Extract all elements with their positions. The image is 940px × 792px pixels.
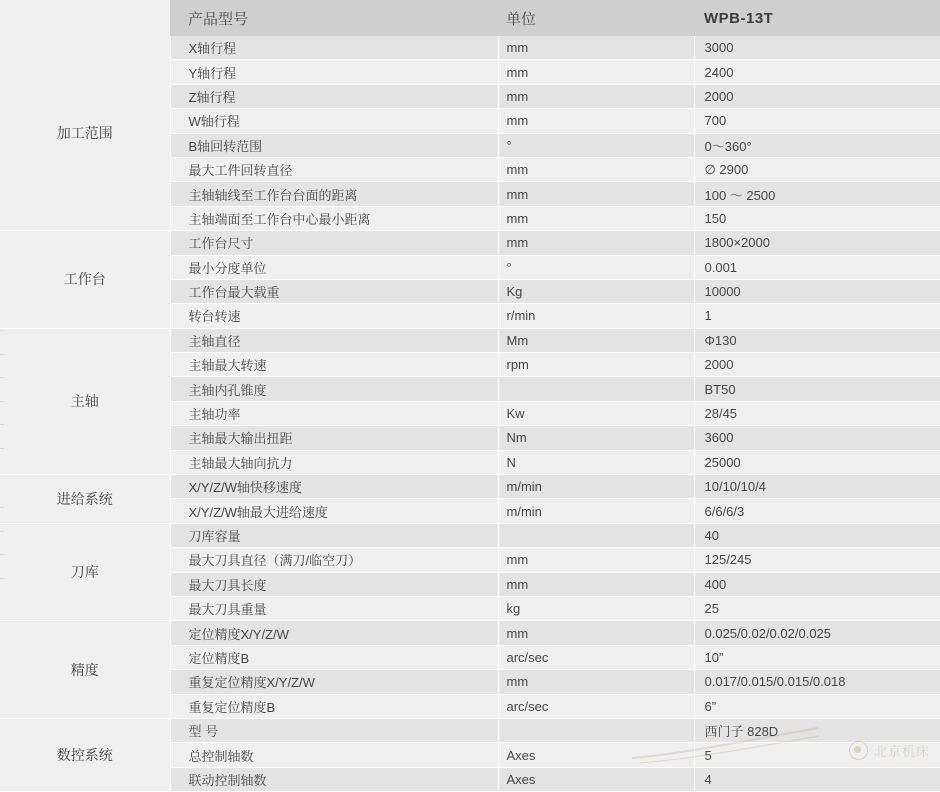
spec-item-label: W轴行程 [170,109,498,133]
spec-value: Φ130 [694,328,940,352]
header-model: 产品型号 [170,0,498,36]
spec-item-label: 最大刀具重量 [170,596,498,620]
spec-item-label: 主轴最大输出扭距 [170,426,498,450]
spec-unit: N [498,450,694,474]
spec-unit: m/min [498,499,694,523]
spec-value: 400 [694,572,940,596]
spec-value: 4 [694,767,940,791]
table-header-row [0,0,940,36]
spec-unit: mm [498,182,694,206]
watermark-text: 北京机床 [873,744,930,759]
spec-unit: mm [498,60,694,84]
spec-item-label: 型 号 [170,718,498,742]
spec-item-label: 最大刀具长度 [170,572,498,596]
table-row [0,621,940,645]
spec-value: 25000 [694,450,940,474]
spec-value: 28/45 [694,401,940,425]
spec-unit: ° [498,133,694,157]
spec-item-label: 主轴最大轴向抗力 [170,450,498,474]
spec-value: 10” [694,645,940,669]
spec-value: 25 [694,596,940,620]
spec-item-label: 刀库容量 [170,523,498,547]
spec-unit: rpm [498,353,694,377]
spec-unit: mm [498,157,694,181]
group-label: 数控系统 [0,718,170,791]
spec-item-label: 重复定位精度B [170,694,498,718]
spec-value: 700 [694,109,940,133]
spec-unit: mm [498,84,694,108]
spec-unit: arc/sec [498,694,694,718]
spec-value: 3000 [694,36,940,60]
spec-item-label: 总控制轴数 [170,743,498,767]
spec-value: 150 [694,206,940,230]
spec-unit: mm [498,670,694,694]
spec-unit: m/min [498,475,694,499]
spec-unit: kg [498,596,694,620]
spec-value: 40 [694,523,940,547]
spec-value: 0.001 [694,255,940,279]
table-row [0,36,940,60]
spec-value: 6” [694,694,940,718]
spec-item-label: 重复定位精度X/Y/Z/W [170,670,498,694]
spec-unit: Kg [498,279,694,303]
spec-unit [498,377,694,401]
table-row [0,328,940,352]
table-row [0,231,940,255]
spec-item-label: 主轴轴线至工作台台面的距离 [170,182,498,206]
spec-value: 西门子 828D [694,718,940,742]
spec-item-label: Y轴行程 [170,60,498,84]
group-label: 进给系统 [0,475,170,524]
group-label: 主轴 [0,328,170,474]
spec-value: 0.025/0.02/0.02/0.025 [694,621,940,645]
spec-unit: arc/sec [498,645,694,669]
spec-unit: Nm [498,426,694,450]
spec-unit: mm [498,572,694,596]
spec-item-label: 主轴直径 [170,328,498,352]
spec-value: 1 [694,304,940,328]
spec-value: 1800×2000 [694,231,940,255]
spec-item-label: 工作台尺寸 [170,231,498,255]
spec-value: BT50 [694,377,940,401]
spec-value: 0.017/0.015/0.015/0.018 [694,670,940,694]
spec-value: 100 ～ 2500 [694,182,940,206]
spec-item-label: B轴回转范围 [170,133,498,157]
spec-item-label: 主轴功率 [170,401,498,425]
spec-item-label: 主轴内孔锥度 [170,377,498,401]
spec-item-label: 转台转速 [170,304,498,328]
spec-value: 10000 [694,279,940,303]
spec-item-label: 定位精度B [170,645,498,669]
spec-value: 6/6/6/3 [694,499,940,523]
spec-unit: mm [498,36,694,60]
group-label: 刀库 [0,523,170,621]
spec-unit: mm [498,109,694,133]
spec-value: 2400 [694,60,940,84]
spec-unit: Mm [498,328,694,352]
spec-item-label: X轴行程 [170,36,498,60]
spec-item-label: 主轴最大转速 [170,353,498,377]
header-group-blank [0,0,170,36]
spec-unit: ° [498,255,694,279]
spec-item-label: 定位精度X/Y/Z/W [170,621,498,645]
spec-item-label: 联动控制轴数 [170,767,498,791]
spec-item-label: 最大刀具直径（满刀/临空刀） [170,548,498,572]
spec-item-label: X/Y/Z/W轴快移速度 [170,475,498,499]
spec-unit: mm [498,206,694,230]
spec-value: 2000 [694,84,940,108]
spec-value: 10/10/10/4 [694,475,940,499]
spec-item-label: X/Y/Z/W轴最大进给速度 [170,499,498,523]
spec-value: ∅ 2900 [694,157,940,181]
spec-item-label: 主轴端面至工作台中心最小距离 [170,206,498,230]
table-row [0,523,940,547]
spec-unit: mm [498,548,694,572]
spec-unit [498,718,694,742]
spec-unit: mm [498,621,694,645]
spec-item-label: Z轴行程 [170,84,498,108]
spec-value: 125/245 [694,548,940,572]
spec-unit: mm [498,231,694,255]
table-row [0,718,940,742]
spec-item-label: 工作台最大载重 [170,279,498,303]
group-label: 精度 [0,621,170,719]
spec-unit [498,523,694,547]
spec-value: 3600 [694,426,940,450]
spec-item-label: 最小分度单位 [170,255,498,279]
spec-unit: Axes [498,767,694,791]
table-row [0,475,940,499]
group-label: 工作台 [0,231,170,329]
group-label: 加工范围 [0,36,170,231]
header-unit: 单位 [498,0,694,36]
spec-item-label: 最大工件回转直径 [170,157,498,181]
header-value: WPB-13T [694,0,940,36]
spec-unit: Kw [498,401,694,425]
spec-unit: r/min [498,304,694,328]
spec-value: 5 [694,743,940,767]
spec-value: 0～360° [694,133,940,157]
spec-value: 2000 [694,353,940,377]
table-body [0,36,940,792]
spec-unit: Axes [498,743,694,767]
